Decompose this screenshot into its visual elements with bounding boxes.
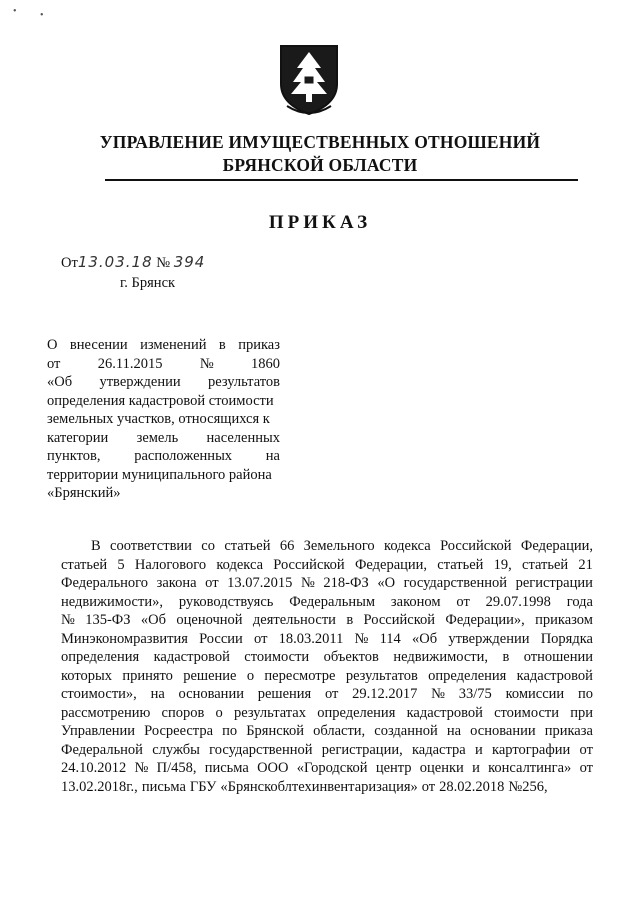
- body-text-line: [61, 611, 593, 630]
- word: Федерального: [61, 575, 149, 591]
- scan-mark-dot: •: [13, 6, 17, 17]
- word: Управлении: [61, 723, 136, 739]
- word: Федеральной: [61, 741, 143, 758]
- number-label: №: [156, 255, 171, 271]
- document-type-title: ПРИКАЗ: [268, 212, 372, 233]
- body-text-line: [61, 648, 593, 667]
- word: №: [300, 575, 315, 591]
- body-text-line: [61, 685, 593, 704]
- word: решение: [183, 667, 237, 684]
- word: «Об: [47, 374, 73, 390]
- word: Федеральным: [289, 593, 376, 610]
- word: споров: [161, 704, 205, 721]
- word: кадастра: [411, 741, 466, 758]
- word: письма: [141, 778, 186, 795]
- word: комиссии: [505, 686, 565, 702]
- word: №: [61, 612, 75, 628]
- word: решения: [257, 686, 312, 702]
- word: года: [566, 593, 593, 610]
- body-text-line: [61, 759, 593, 778]
- word: и: [472, 760, 480, 776]
- word: 33/75: [458, 686, 492, 702]
- word: недвижимости,: [393, 649, 489, 665]
- body-text-line: [61, 593, 593, 612]
- word: приказа: [544, 723, 593, 739]
- word: отношении: [523, 649, 593, 665]
- word: определения кадастровой стоимости: [47, 392, 274, 409]
- word: О: [47, 337, 58, 353]
- word: рассмотрению: [61, 704, 151, 721]
- word: на: [150, 686, 165, 702]
- subject-text-line: [47, 336, 280, 355]
- word: «Брянский»: [47, 485, 121, 501]
- word: на: [446, 723, 462, 739]
- word: 5: [117, 556, 125, 573]
- subject-text-line: [47, 466, 280, 485]
- body-text-line: [61, 537, 593, 556]
- body-text-line: [61, 630, 593, 649]
- word: в: [502, 649, 510, 665]
- word: «О: [377, 575, 396, 591]
- word: кадастровой: [153, 649, 230, 665]
- word: со: [201, 538, 215, 554]
- word: на: [265, 448, 280, 464]
- word: 1860: [251, 355, 280, 372]
- word: и: [474, 741, 483, 758]
- word: от: [205, 575, 219, 591]
- word: 18.03.2011: [278, 630, 344, 647]
- word: соответствии: [110, 538, 192, 554]
- word: Российской: [440, 538, 512, 554]
- word: 26.11.2015: [97, 355, 163, 372]
- word: статьей: [224, 538, 271, 554]
- word: 13.07.2015: [227, 575, 293, 591]
- word: 24.10.2012: [61, 760, 127, 776]
- word: территории муниципального района: [47, 466, 272, 483]
- body-text-line: [61, 704, 593, 723]
- organization-name-line-2: БРЯНСКОЙ ОБЛАСТИ: [222, 155, 418, 175]
- word: утверждении: [99, 374, 181, 390]
- word: земель: [136, 429, 179, 446]
- word: по: [222, 723, 238, 739]
- word: кодекса: [216, 556, 263, 573]
- word: от: [456, 593, 470, 610]
- word: Земельного: [303, 538, 375, 554]
- word: пересмотре: [264, 667, 336, 684]
- word: статьей: [522, 556, 569, 573]
- word: расположенных: [134, 448, 233, 464]
- word: 13.02.2018г.,: [61, 778, 138, 795]
- word: Налогового: [134, 556, 207, 573]
- word: кодекса: [384, 538, 431, 554]
- word: В: [91, 538, 101, 554]
- word: от: [421, 778, 436, 795]
- word: созданной: [374, 723, 438, 739]
- word: регистрации: [515, 575, 593, 591]
- word: результатов: [345, 667, 418, 684]
- word: стоимости»,: [61, 686, 137, 702]
- word: Федерации,: [354, 556, 428, 573]
- order-number-handwritten: 394: [173, 253, 206, 271]
- word: Российской: [273, 556, 345, 573]
- subject-text-line: [47, 447, 280, 466]
- word: приказ: [238, 337, 280, 353]
- body-text-line: [61, 722, 593, 741]
- subject-text-line: [47, 373, 280, 392]
- subject-text-line: [47, 410, 280, 429]
- word: от: [579, 741, 593, 758]
- word: №: [431, 686, 446, 702]
- word: «Об: [412, 630, 438, 647]
- word: «Брянскоблтехинвентаризация»: [220, 778, 418, 795]
- word: П/458,: [156, 760, 197, 776]
- word: деятельности: [252, 612, 336, 628]
- word: стоимости: [244, 649, 310, 665]
- order-body-paragraph: [61, 537, 593, 796]
- word: изменений: [140, 337, 207, 353]
- word: категории: [47, 429, 109, 446]
- word: 21: [578, 556, 593, 573]
- word: от: [254, 630, 268, 647]
- order-date-handwritten: 13.03.18: [77, 253, 153, 271]
- word: по: [577, 686, 593, 702]
- word: №256,: [508, 778, 548, 795]
- word: статьей: [437, 556, 484, 573]
- word: в: [346, 612, 354, 628]
- word: которых: [61, 667, 113, 684]
- word: результатах: [234, 704, 306, 721]
- word: определения: [61, 649, 140, 665]
- word: Федерации»,: [445, 612, 525, 628]
- word: 28.02.2018: [439, 778, 505, 795]
- word: от: [47, 355, 61, 372]
- word: о: [246, 667, 255, 684]
- body-text-line: [61, 741, 593, 760]
- word: консалтинга»: [488, 760, 572, 776]
- word: земельных участков, относящихся к: [47, 411, 270, 427]
- word: письма: [204, 760, 249, 776]
- scan-mark-dot: •: [40, 10, 44, 21]
- word: руководствуясь: [178, 593, 274, 610]
- word: статьей: [61, 556, 108, 573]
- word: утверждении: [448, 630, 530, 647]
- word: принято: [122, 667, 173, 684]
- word: области,: [313, 723, 366, 739]
- word: 218-ФЗ: [323, 575, 369, 591]
- word: 114: [379, 630, 401, 647]
- word: определения: [317, 704, 396, 721]
- word: Брянской: [246, 723, 304, 739]
- word: оценки: [419, 760, 464, 776]
- coat-of-arms-emblem: [277, 42, 341, 118]
- word: №: [199, 355, 214, 372]
- word: оценочной: [176, 612, 243, 628]
- word: «Городской: [296, 760, 368, 776]
- word: службы: [152, 741, 200, 758]
- word: результатов: [207, 374, 280, 390]
- organization-name-line-1: УПРАВЛЕНИЕ ИМУЩЕСТВЕННЫХ ОТНОШЕНИЙ: [99, 132, 541, 152]
- word: 29.07.1998: [485, 593, 551, 610]
- word: закона: [156, 575, 197, 591]
- word: кадастровой: [406, 704, 483, 721]
- word: о: [215, 704, 223, 721]
- body-text-line: [61, 556, 593, 575]
- word: 66: [279, 538, 295, 554]
- word: приказом: [535, 612, 593, 628]
- word: от: [324, 686, 339, 702]
- word: 19,: [493, 556, 512, 573]
- word: №: [354, 630, 369, 647]
- subject-text-line: [47, 355, 280, 374]
- order-date-number: [61, 253, 205, 272]
- word: России: [199, 630, 243, 647]
- word: регистрации,: [321, 741, 403, 758]
- subject-text-line: [47, 429, 280, 448]
- word: государственной: [209, 741, 313, 758]
- word: 135-ФЗ: [85, 612, 131, 628]
- word: Росреестра: [144, 723, 214, 739]
- order-subject: [47, 336, 280, 503]
- word: в: [218, 337, 226, 353]
- city: г. Брянск: [120, 275, 176, 291]
- word: объектов: [323, 649, 379, 665]
- word: от: [579, 760, 593, 776]
- word: стоимости: [494, 704, 559, 721]
- word: населенных: [206, 429, 280, 446]
- word: «Об: [140, 612, 167, 628]
- word: кадастровой: [516, 667, 593, 684]
- word: внесении: [69, 337, 128, 353]
- word: пунктов,: [47, 448, 101, 464]
- from-label: От: [61, 255, 78, 271]
- word: картографии: [492, 741, 571, 758]
- word: государственной: [403, 575, 507, 591]
- word: Федерации,: [520, 538, 593, 554]
- body-text-line: [61, 778, 593, 797]
- subject-text-line: [47, 392, 280, 411]
- word: недвижимости»,: [61, 593, 163, 610]
- subject-text-line: [47, 484, 280, 503]
- word: ГБУ: [189, 778, 217, 795]
- word: Порядка: [540, 630, 593, 647]
- body-text-line: [61, 667, 593, 686]
- word: ООО: [257, 760, 289, 776]
- header-divider: [105, 179, 578, 181]
- word: основании: [178, 686, 244, 702]
- word: определения: [428, 667, 507, 684]
- word: Минэкономразвития: [61, 630, 188, 647]
- body-text-line: [61, 574, 593, 593]
- word: Российской: [363, 612, 436, 628]
- word: №: [134, 760, 149, 776]
- word: центр: [375, 760, 412, 776]
- word: законом: [390, 593, 441, 610]
- word: при: [570, 704, 593, 721]
- word: 29.12.2017: [352, 686, 418, 702]
- word: основании: [470, 723, 536, 739]
